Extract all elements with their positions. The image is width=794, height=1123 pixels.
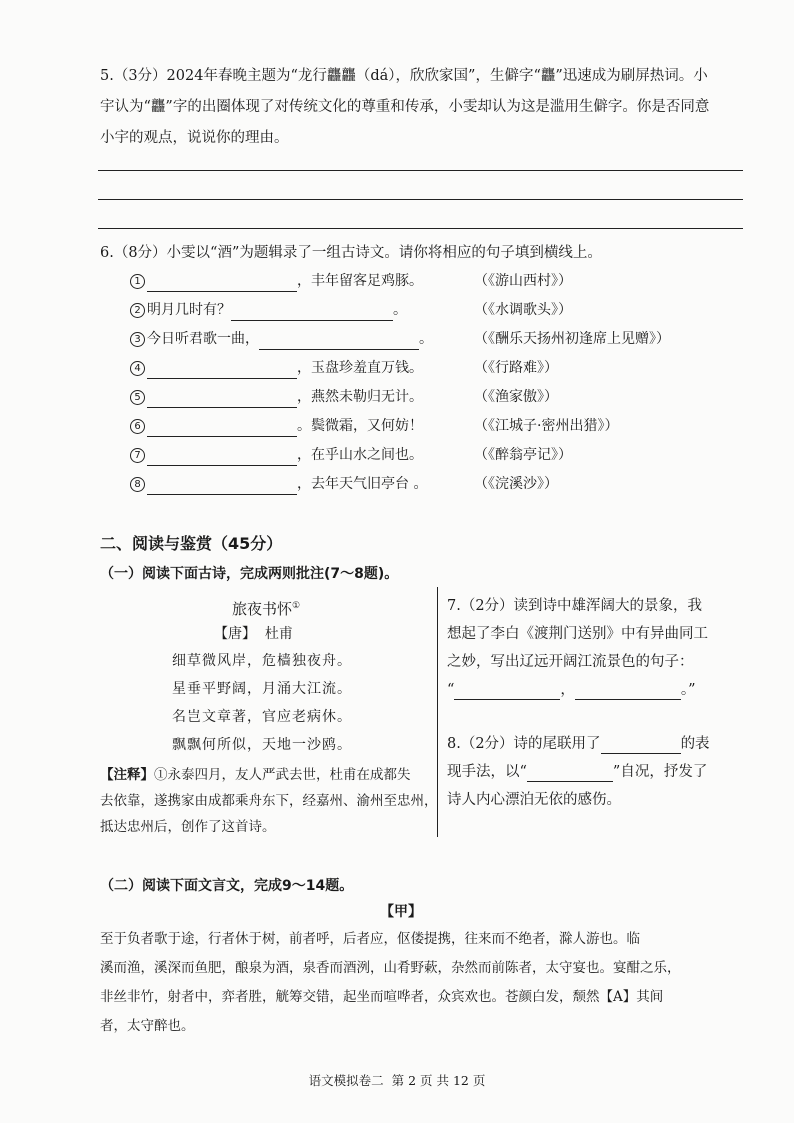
- q6-blank-2[interactable]: [231, 305, 393, 321]
- poem-title: 旅夜书怀①: [232, 600, 301, 618]
- poem-line-1: 细草微风岸，危樯独夜舟。: [172, 653, 352, 669]
- poem-line-2: 星垂平野阔，月涌大江流。: [172, 681, 352, 697]
- q6-blank-6[interactable]: [147, 421, 297, 437]
- q5-answer-line-1[interactable]: [98, 170, 743, 171]
- q6-item-5: 5 ，燕然未勒归无计。 （《渔家傲》）: [130, 386, 730, 408]
- q7-blank-2[interactable]: [575, 684, 681, 700]
- q5-answer-line-2[interactable]: [98, 199, 743, 200]
- q6-blank-5[interactable]: [147, 392, 297, 408]
- q6-item-1: 1 ，丰年留客足鸡豚。 （《游山西村》）: [130, 270, 730, 292]
- q8-line-3: 诗人内心漂泊无依的感伤。: [447, 792, 621, 808]
- q6-intro: 6.（8分）小雯以“酒”为题辑录了一组古诗文。请你将相应的句子填到横线上。: [100, 245, 602, 261]
- q6-item-7: 7 ，在乎山水之间也。 （《醉翁亭记》）: [130, 444, 730, 466]
- q5-line-1: 5.（3分）2024年春晚主题为“龙行龘龘（dá），欣欣家国”，生僻字“龘”迅速成为刷屏热词。小: [100, 68, 708, 84]
- jia-label: 【甲】: [380, 904, 422, 920]
- poem-note: 【注释】①永泰四月，友人严武去世，杜甫在成都失: [100, 767, 411, 783]
- poem-line-3: 名岂文章著，官应老病休。: [172, 709, 352, 725]
- q6-blank-3[interactable]: [259, 334, 419, 350]
- q6-blank-1[interactable]: [147, 276, 297, 292]
- q8-line-1: 8.（2分）诗的尾联用了 的表: [447, 736, 710, 752]
- q5-line-3: 小宇的观点，说说你的理由。: [100, 130, 289, 146]
- part1-heading: （一）阅读下面古诗，完成两则批注(7～8题)。: [100, 566, 399, 582]
- q6-item-3: 3 今日听君歌一曲， 。 （《酬乐天扬州初逢席上见赠》）: [130, 328, 730, 350]
- prose-line-1: 至于负者歌于途，行者休于树，前者呼，后者应，伛偻提携，往来而不绝者，滁人游也。临: [100, 931, 640, 947]
- prose-line-2: 溪而渔，溪深而鱼肥，酿泉为酒，泉香而酒洌，山肴野蔌，杂然而前陈者，太守宴也。宴酣之乐，: [100, 960, 681, 976]
- q5-line-2: 宇认为“龘”字的出圈体现了对传统文化的尊重和传承，小雯却认为这是滥用生僻字。你是否同意: [100, 99, 710, 115]
- q6-blank-8[interactable]: [147, 479, 297, 495]
- prose-line-4: 者，太守醉也。: [100, 1018, 195, 1034]
- q7-blank-1[interactable]: [454, 684, 560, 700]
- q6-item-8: 8 ，去年天气旧亭台 。 （《浣溪沙》）: [130, 473, 730, 495]
- poem-note-line-3: 抵达忠州后，创作了这首诗。: [100, 819, 276, 835]
- q8-line-2: 现手法，以“ ”自况，抒发了: [447, 764, 708, 780]
- q7-answer: “ ， 。”: [447, 682, 696, 698]
- prose-line-3: 非丝非竹，射者中，弈者胜，觥筹交错，起坐而喧哗者，众宾欢也。苍颜白发，颓然【A】其间: [100, 989, 664, 1005]
- q5-answer-line-3[interactable]: [98, 228, 743, 229]
- q8-blank-1[interactable]: [601, 738, 681, 754]
- q6-item-4: 4 ，玉盘珍羞直万钱。 （《行路难》）: [130, 357, 730, 379]
- part2-heading: （二）阅读下面文言文，完成9～14题。: [100, 878, 354, 894]
- q7-line-2: 想起了李白《渡荆门送别》中有异曲同工: [447, 626, 708, 642]
- q7-line-3: 之妙，写出辽远开阔江流景色的句子：: [447, 654, 694, 670]
- poem-line-4: 飘飘何所似，天地一沙鸥。: [172, 737, 352, 753]
- poem-author: 【唐】 杜甫: [214, 626, 293, 642]
- q6-item-6: 6 。鬓微霜，又何妨！ （《江城子·密州出猎》）: [130, 415, 730, 437]
- section2-heading: 二、阅读与鉴赏（45分）: [100, 534, 283, 553]
- q6-item-2: 2 明月几时有？ 。 （《水调歌头》）: [130, 299, 730, 321]
- q6-blank-4[interactable]: [147, 363, 297, 379]
- q8-blank-2[interactable]: [527, 766, 613, 782]
- poem-note-line-2: 去依靠，遂携家由成都乘舟东下，经嘉州、渝州至忠州，: [100, 793, 438, 809]
- page-footer: 语文模拟卷二 第 2 页 共 12 页: [308, 1073, 486, 1088]
- q6-blank-7[interactable]: [147, 450, 297, 466]
- column-divider: [437, 587, 438, 837]
- q7-line-1: 7.（2分）读到诗中雄浑阔大的景象，我: [447, 598, 703, 614]
